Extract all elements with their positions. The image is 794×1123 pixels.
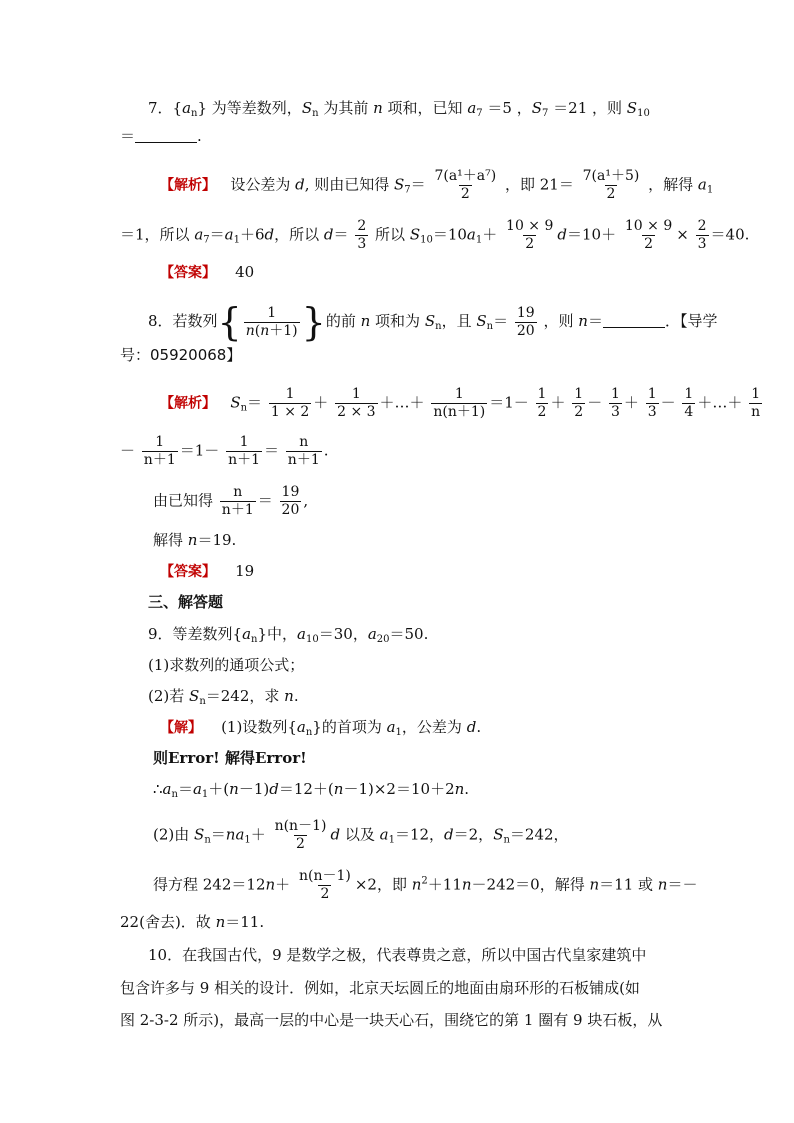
q9-part2-solution: (2)由 $S_n=na_1+$ $\frac{n(n-1)}{2}$ d 以及 $a_1=12$，d＝2，$S_n=242$， [153,818,569,852]
fraction: $\frac{10 \times 9}{2}$ [624,218,673,252]
section-heading: 三、解答题 [148,593,224,611]
answer-tag: 【答案】 [160,265,216,281]
q9-solution-line1: 【解】 (1)设数列$\{a_n\}$的首项为 $a_1$，公差为 d. [160,718,482,738]
q8-line1: 8．若数列{ $\frac{1}{n(n+1)}$ }的前 n 项和为 $S_n$，且 $S_n=$ $\frac{19}{20}$ ，则 n＝ ．【导学 [148,300,718,344]
answer-blank [603,313,665,328]
fraction: $\frac{2}{3}$ [357,218,367,252]
q8-answer: 【答案】 19 [160,562,255,580]
q8-solution-line1: 【解析】 $S_n=$ $\frac{1}{1 \times 2}$ ＋ $\frac{1}{2 \times 3}$ ＋…＋ $\frac{1}{n(n+1)}$ ＝1－ $\frac{1}{2}$ ＋ $\frac{1}{2}$ － $\frac{1}{3}$ ＋ $\frac{1}{3}$ － $\frac{1}{4}$ ＋…＋ $\frac{1}{n}$ [160,386,761,420]
fraction: $\frac{\text{7(a¹＋5)}}{2}$ [582,168,640,202]
q8-solve: 解得 n＝19. [153,531,237,549]
q9-line1: 9．等差数列$\{a_n\}$中，$a_{10}=30$，$a_{20}=50$. [148,625,429,645]
q9-error-line: 则Error! 解得Error! [153,749,307,767]
fraction: $\frac{\text{7(a¹＋a⁷)}}{2}$ [434,168,497,202]
q8-solution-line2: － $\frac{1}{n+1}$ ＝1－ $\frac{1}{n+1}$ ＝ $\frac{n}{n+1}$ . [120,434,329,468]
q9-part1: (1)求数列的通项公式； [148,656,305,674]
q9-last-line: 22(舍去)．故 n＝11. [120,913,265,931]
q7-answer: 【答案】 40 [160,263,255,281]
fraction: $\frac{1}{n(n+1)}$ [245,304,298,339]
q10-line1: 10．在我国古代，9 是数学之极，代表尊贵之意，所以中国古代皇家建筑中 [148,946,647,964]
q7-line1: 7．$\{a_n\}$ 为等差数列，$S_n$ 为其前 n 项和，已知 $a_7 =5$ ，$S_7 =21$ ，则 $S_{10}$ [148,99,650,119]
fraction: $\frac{10 \times 9}{2}$ [506,218,554,252]
q10-line2: 包含许多与 9 相关的设计．例如，北京天坛圆丘的地面由扇环形的石板铺成(如 [120,979,640,997]
q9-part2: (2)若 $S_n=242$，求 n. [148,687,299,707]
fraction: $\frac{2}{3}$ [697,218,707,252]
q10-line3: 图 2-3-2 所示)，最高一层的中心是一块天心石，围绕它的第 1 圈有 9 块石板，从 [120,1011,663,1029]
q9-equation: 得方程 242＝12n＋ $\frac{n(n-1)}{2}$ ×2，即 $n^2+11n-242=0$，解得 n＝11 或 n＝－ [153,868,698,902]
fraction: $\frac{19}{20}$ [516,304,535,339]
q7-solution-line2: ＝1，所以 $a_7=a_1+6d$，所以 d＝ $\frac{2}{3}$ 所以 $S_{10}=10a_1+$ $\frac{10 \times 9}{2}$ d＝10＋ $\frac{10 \times 9}{2}$ × $\frac{2}{3}$ ＝40. [120,218,750,252]
answer-tag: 【答案】 [160,564,216,580]
analysis-tag: 【解析】 [160,177,216,194]
q8-known: 由已知得 $\frac{n}{n+1}$ ＝ $\frac{19}{20}$ , [153,484,309,518]
q8-line2: 号：05920068】 [120,346,242,364]
q7-line2: ＝ . [120,127,202,145]
solution-tag: 【解】 [160,720,202,736]
answer-blank [135,128,197,143]
q9-general-term: $\therefore a_n=a_1+(n-1)d=12+(n-1)\times 2=10+2n$. [153,780,470,800]
analysis-tag: 【解析】 [160,395,216,412]
q7-solution-line1: 【解析】 设公差为 d, 则由已知得 $S_7=$ $\frac{\text{7(a¹＋a⁷)}}{2}$ ，即 21＝ $\frac{\text{7(a¹＋5)}}{2}$ ，解得 $a_1$ [160,168,714,202]
